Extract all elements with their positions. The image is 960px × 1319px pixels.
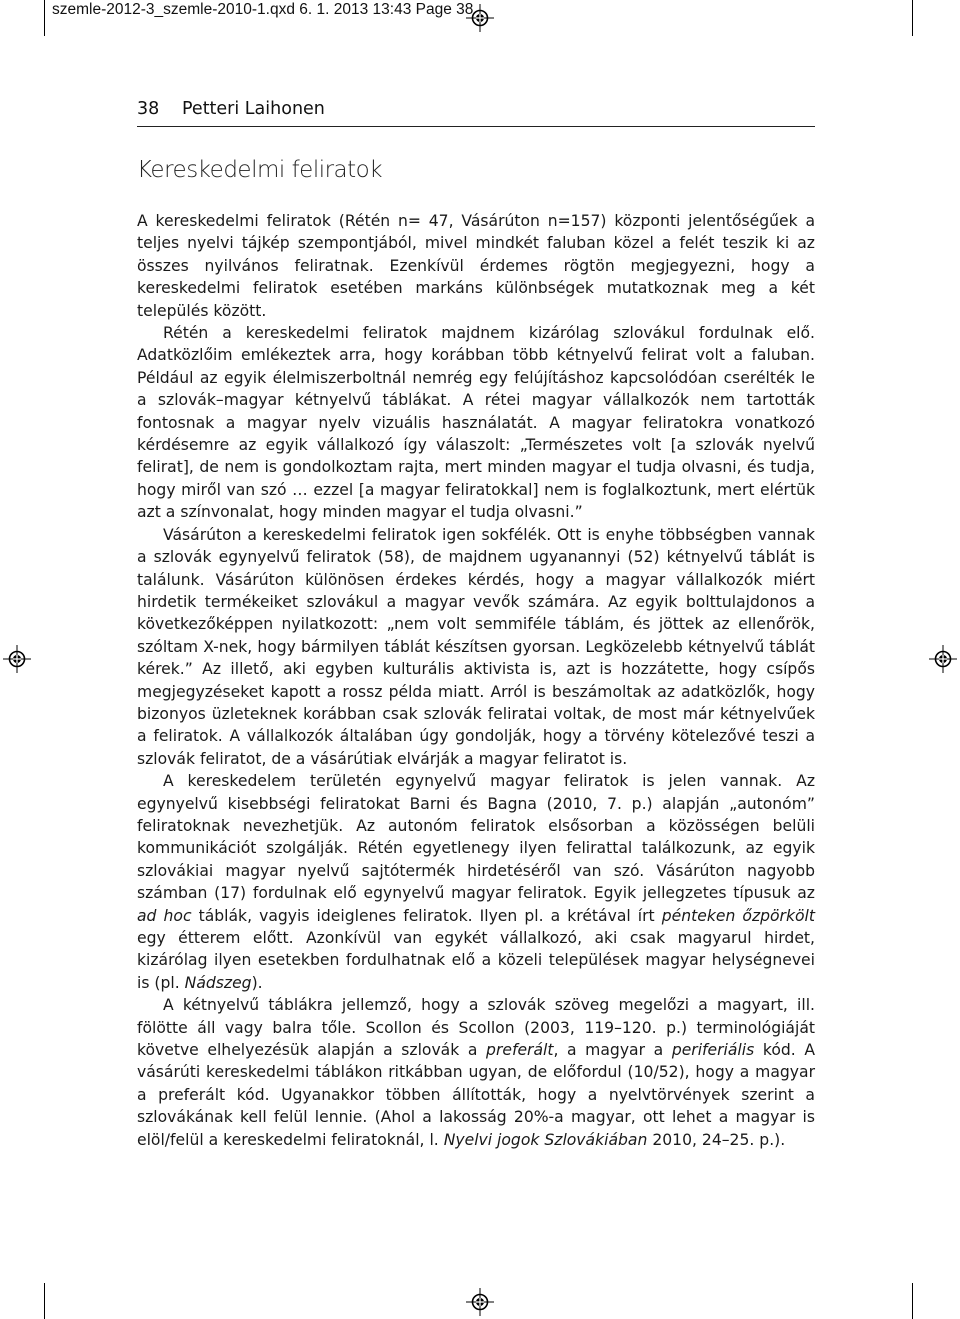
paragraph-text: Rétén a kereskedelmi feliratok majdnem kizárólag szlovákul fordulnak elő. Adatközlőim emlékeztek arra, hogy korábban több kétnyelvű felirat volt a faluban. Például az egyik élelmiszerboltnál nemrég egy felújításhoz kapcsolódóan cserélték le a szlovák–magyar kétnyelvű táblákat. A rétei magyar vállalkozók nem tartották fontosnak a magyar nyelv vizuális használatát. A magyar feliratokra vonatkozó kérdésemre az egyik vállalkozó így válaszolt: „Természetes volt [a szlovák nyelvű felirat], de nem is gondolkoztam rajta, mert minden magyar el tudja olvasni, és tudja, hogy miről van szó … ezzel [a magyar feliratokkal] nem is foglalkoztunk, mert elértük azt a színvonalat, hogy minden magyar el tudja olvasni.” bbox=[137, 324, 815, 522]
italic-term: pénteken őzpörkölt bbox=[661, 906, 815, 925]
paragraph bbox=[137, 210, 815, 322]
italic-term: Nádszeg bbox=[184, 973, 252, 992]
italic-term: Nyelvi jogok Szlovákiában bbox=[443, 1130, 648, 1149]
crop-mark-bottom-left bbox=[44, 1283, 45, 1319]
paragraph bbox=[137, 994, 815, 1151]
paragraph bbox=[137, 770, 815, 994]
paragraph-text: táblák, vagyis ideiglenes feliratok. Ilyen pl. a krétával írt bbox=[191, 906, 662, 925]
page-number: 38 bbox=[137, 99, 160, 119]
paragraph-text: A kétnyelvű táblákra jellemző, hogy a szlovák szöveg megelőzi a magyart, ill. fölötte áll vagy balra tőle. Scollon és Scollon (2003, 119–120. p.) terminológiáját követve elhelyezésük alapján a szlovák a bbox=[137, 996, 815, 1060]
italic-term: ad hoc bbox=[137, 906, 192, 925]
registration-mark-right-icon bbox=[928, 644, 958, 674]
paragraph-text: A kereskedelem területén egynyelvű magyar feliratok is jelen vannak. Az egynyelvű kisebbségi feliratokat Barni és Bagna (2010, 7. p.) alapján „autonóm” feliratoknak nevezhetjük. Az autonóm feliratok elsősorban a közösségen belüli kommunikációt szolgálják. Rétén egyetlenegy ilyen felirattal találkozunk, az egyik szlovákiai magyar nyelvű sajtótermék hirdetéséről van szó. Vásárúton nagyobb számban (17) fordulnak elő egynyelvű magyar feliratok. Egyik jellegzetes típusuk az bbox=[137, 772, 815, 903]
paragraph-text: egy étterem előtt. Azonkívül van egykét vállalkozó, aki csak magyarul hirdet, kizárólag ilyen esetekben fordulhatnak elő a közeli települések magyar helységnevei is (pl. bbox=[137, 929, 815, 992]
paragraph bbox=[137, 524, 815, 770]
paragraph-text: 2010, 24–25. p.). bbox=[647, 1130, 786, 1149]
paragraph-text: ). bbox=[251, 973, 263, 992]
paragraph-text: Vásárúton a kereskedelmi feliratok igen sokfélék. Ott is enyhe többségben vannak a szlovák egynyelvű feliratok (58), de majdnem ugyanannyi (52) kétnyelvű táblát is találunk. Vásárúton különösen érdekes kérdés, hogy a magyar vállalkozók miért hirdetik termékeiket szlovákul a magyar vevők számára. Az egyik bolttulajdonos a következőképpen nyilatkozott: „nem volt semmiféle táblám, és jöttek az ellenőrök, szóltam X-nek, hogy bármilyen táblát készítsen gyorsan. Legközelebb kétnyelvű táblát kérek.” Az illető, aki egyben kulturális aktivista is, azt is hozzátette, hogy csípős megjegyzéseket kapott a rossz példa miatt. Arról is beszámoltak az adatközlők, hogy bizonyos üzleteknek korábban csak szlovák feliratai voltak, de most már kétnyelvűek a feliratok. A vállalkozók általában úgy gondolják, hogy a törvény kötelezővé teszi a szlovák feliratot, de a vásárútiak elvárják a magyar feliratot is. bbox=[137, 525, 815, 768]
paragraph-text: , a magyar a bbox=[553, 1041, 672, 1060]
crop-mark-bottom-right bbox=[912, 1283, 913, 1319]
italic-term: periferiális bbox=[671, 1041, 755, 1060]
crop-mark-top-left bbox=[44, 0, 45, 36]
paragraph-text: kód. A vásárúti kereskedelmi táblákon ritkábban ugyan, de előfordul (10/52), hogy a magyar a preferált kód. Ugyanakkor többen állították, hogy a nyelvtörvények szerint a szlovákának kell felül lennie. (Ahol a lakosság 20%-a magyar, ott lehet a magyar is elöl/felül a kereskedelmi feliratoknál, l. bbox=[137, 1041, 815, 1149]
paragraph-text: A kereskedelmi feliratok (Rétén n= 47, Vásárúton n=157) központi jelentőségűek a teljes nyelvi tájkép szempontjából, mivel mindkét faluban közel a felét teszik ki az összes nyilvános feliratnak. Ezenkívül érdemes rögtön megjegyezni, hogy a kereskedelmi feliratok esetében markáns különbségek mutatkoznak meg a két település között. bbox=[137, 212, 815, 320]
slug-line: szemle-2012-3_szemle-2010-1.qxd 6. 1. 2013 13:43 Page 38 bbox=[52, 1, 474, 18]
registration-mark-top-icon bbox=[465, 3, 495, 33]
registration-mark-bottom-icon bbox=[465, 1287, 495, 1317]
author-name: Petteri Laihonen bbox=[182, 99, 325, 119]
body-text bbox=[137, 210, 815, 1151]
crop-mark-top-right bbox=[912, 0, 913, 36]
running-header bbox=[137, 99, 815, 127]
registration-mark-left-icon bbox=[2, 644, 32, 674]
italic-term: preferált bbox=[486, 1041, 554, 1060]
section-title: Kereskedelmi feliratok bbox=[137, 157, 383, 183]
paragraph bbox=[137, 322, 815, 524]
